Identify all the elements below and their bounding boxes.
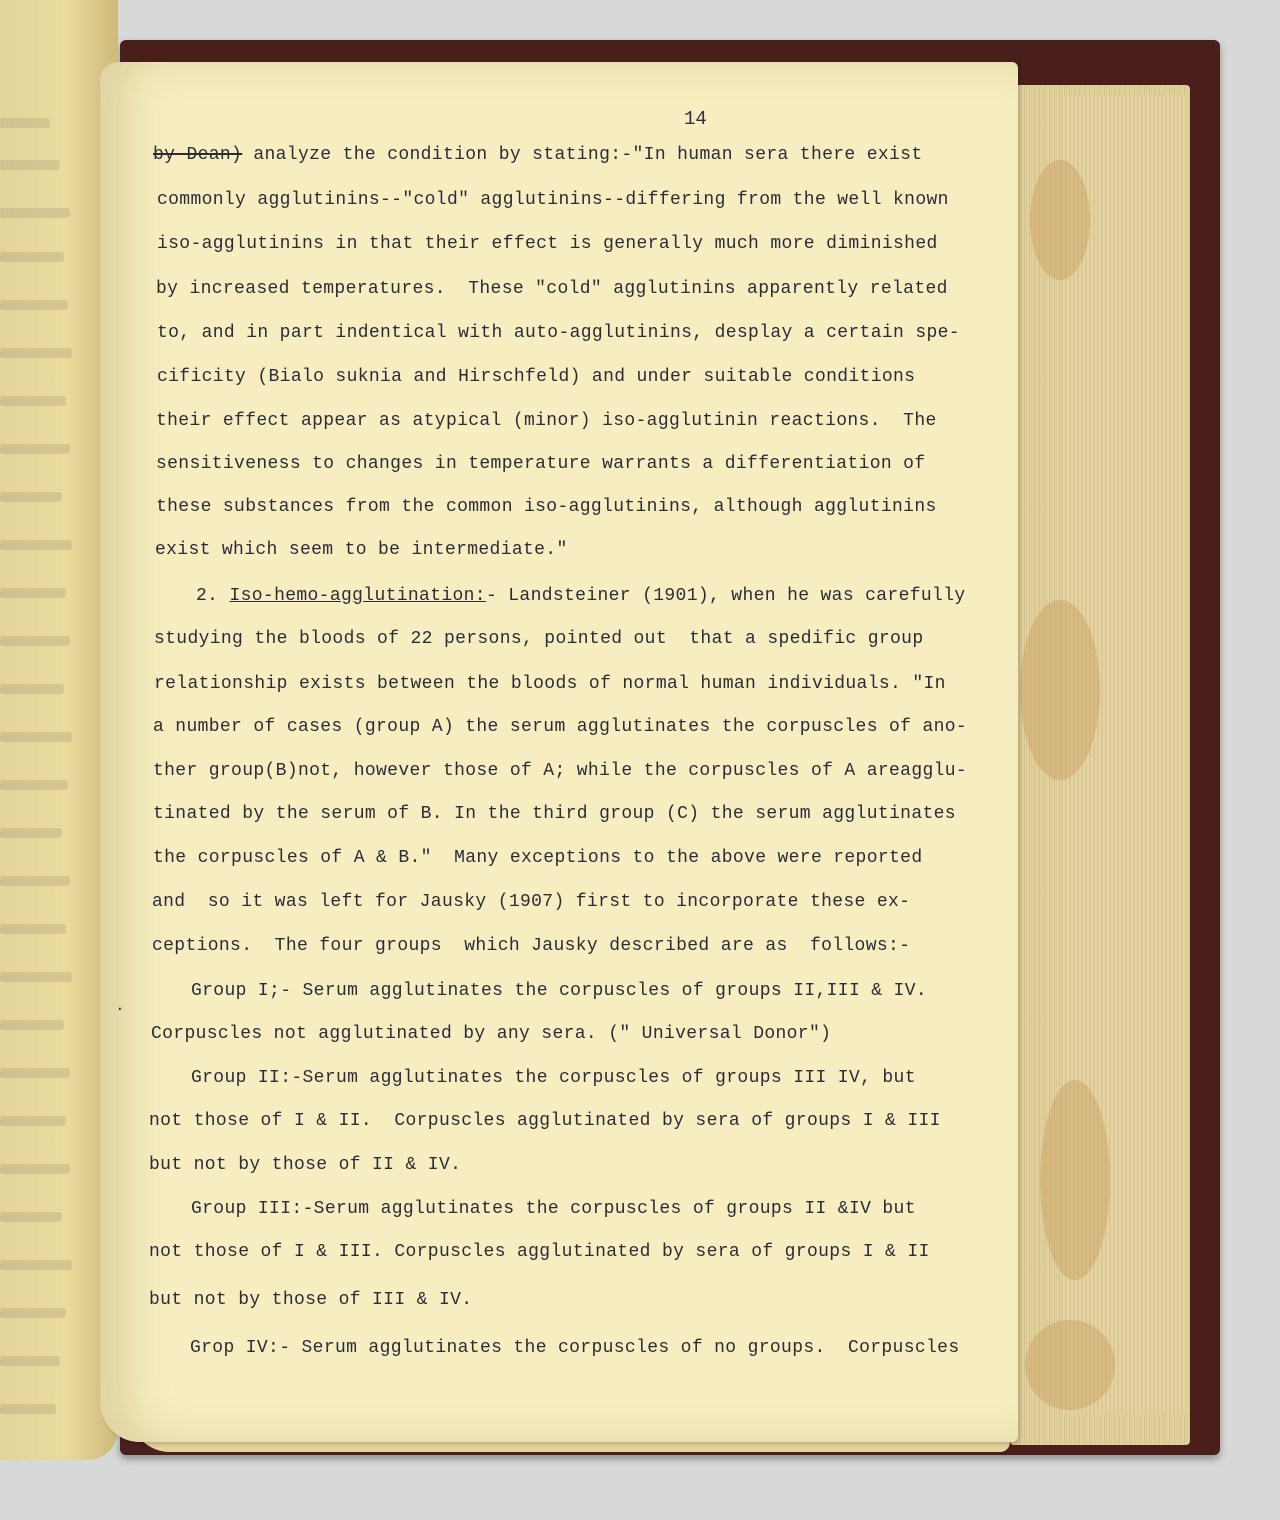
ghost-text-line: [0, 1068, 70, 1078]
ghost-text-line: [0, 1260, 72, 1270]
section-heading: Iso-hemo-agglutination:: [229, 586, 486, 606]
margin-mark: ·: [115, 1000, 125, 1018]
ghost-text-line: [0, 348, 72, 358]
ghost-text-line: [0, 732, 72, 742]
ghost-text-line: [0, 972, 72, 982]
ghost-text-line: [0, 540, 72, 550]
foxing-stain: [1025, 1320, 1115, 1410]
ghost-text-line: [0, 684, 64, 694]
text-line: exist which seem to be intermediate.": [155, 540, 568, 560]
typewritten-page: [100, 62, 1018, 1442]
ghost-text-line: [0, 1356, 60, 1366]
text-line: Group III:-Serum agglutinates the corpuscles of groups II &IV but: [191, 1199, 916, 1219]
text-line: ther group(B)not, however those of A; while the corpuscles of A areagglu-: [153, 761, 968, 781]
line-text: - Landsteiner (1901), when he was carefully: [485, 586, 966, 606]
ghost-text-line: [0, 1404, 56, 1414]
text-line: iso-agglutinins in that their effect is generally much more diminished: [157, 234, 938, 254]
text-line: [196, 586, 966, 606]
ghost-text-line: [0, 1308, 66, 1318]
ghost-text-line: [0, 300, 68, 310]
text-line: relationship exists between the bloods of normal human individuals. "In: [154, 674, 946, 694]
text-line: commonly agglutinins--"cold" agglutinins--differing from the well known: [157, 190, 949, 210]
text-line: a number of cases (group A) the serum agglutinates the corpuscles of ano-: [153, 717, 968, 737]
ghost-text-line: [0, 1116, 66, 1126]
ghost-text-line: [0, 1020, 64, 1030]
ghost-text-line: [0, 636, 70, 646]
text-line: but not by those of III & IV.: [149, 1290, 473, 1310]
section-number: 2.: [196, 586, 230, 606]
text-line: the corpuscles of A & B." Many exceptions to the above were reported: [153, 848, 923, 868]
line-text: analyze the condition by stating:-"In human sera there exist: [242, 145, 923, 165]
ghost-text-line: [0, 828, 62, 838]
foxing-stain: [1030, 160, 1090, 280]
struck-through-text: by Dean): [153, 145, 243, 165]
foxing-stain: [1020, 600, 1100, 780]
text-line: not those of I & III. Corpuscles agglutinated by sera of groups I & II: [149, 1242, 930, 1262]
text-line: Grop IV:- Serum agglutinates the corpuscles of no groups. Corpuscles: [190, 1338, 960, 1358]
text-line: but not by those of II & IV.: [149, 1155, 462, 1175]
ghost-text-line: [0, 160, 60, 170]
ghost-text-line: [0, 924, 66, 934]
ghost-text-line: [0, 444, 70, 454]
text-line: sensitiveness to changes in temperature warrants a differentiation of: [156, 454, 926, 474]
ghost-text-line: [0, 252, 64, 262]
ghost-text-line: [0, 1164, 70, 1174]
ghost-text-line: [0, 118, 50, 128]
text-line: their effect appear as atypical (minor) iso-agglutinin reactions. The: [156, 411, 937, 431]
ghost-text-line: [0, 492, 62, 502]
text-line: tinated by the serum of B. In the third group (C) the serum agglutinates: [153, 804, 956, 824]
ghost-text-line: [0, 1212, 62, 1222]
text-line: by increased temperatures. These "cold" agglutinins apparently related: [156, 279, 948, 299]
text-line: studying the bloods of 22 persons, pointed out that a spedific group: [154, 629, 924, 649]
text-line: Corpuscles not agglutinated by any sera. (" Universal Donor"): [151, 1024, 832, 1044]
ghost-text-line: [0, 588, 66, 598]
text-line: Group I;- Serum agglutinates the corpuscles of groups II,III & IV.: [191, 981, 928, 1001]
page-number: 14: [684, 108, 707, 130]
foxing-stain: [1040, 1080, 1110, 1280]
text-line: Group II:-Serum agglutinates the corpuscles of groups III IV, but: [191, 1068, 916, 1088]
ghost-text-line: [0, 780, 68, 790]
text-line: not those of I & II. Corpuscles agglutinated by sera of groups I & III: [149, 1111, 941, 1131]
ghost-text-line: [0, 396, 66, 406]
text-line: these substances from the common iso-agglutinins, although agglutinins: [156, 497, 937, 517]
text-line: [153, 145, 922, 165]
text-line: to, and in part indentical with auto-agglutinins, desplay a certain spe-: [157, 323, 960, 343]
text-line: and so it was left for Jausky (1907) first to incorporate these ex-: [152, 892, 911, 912]
text-line: ceptions. The four groups which Jausky described are as follows:-: [152, 936, 911, 956]
text-line: cificity (Bialo suknia and Hirschfeld) and under suitable conditions: [157, 367, 916, 387]
ghost-text-line: [0, 208, 70, 218]
ghost-text-line: [0, 876, 70, 886]
